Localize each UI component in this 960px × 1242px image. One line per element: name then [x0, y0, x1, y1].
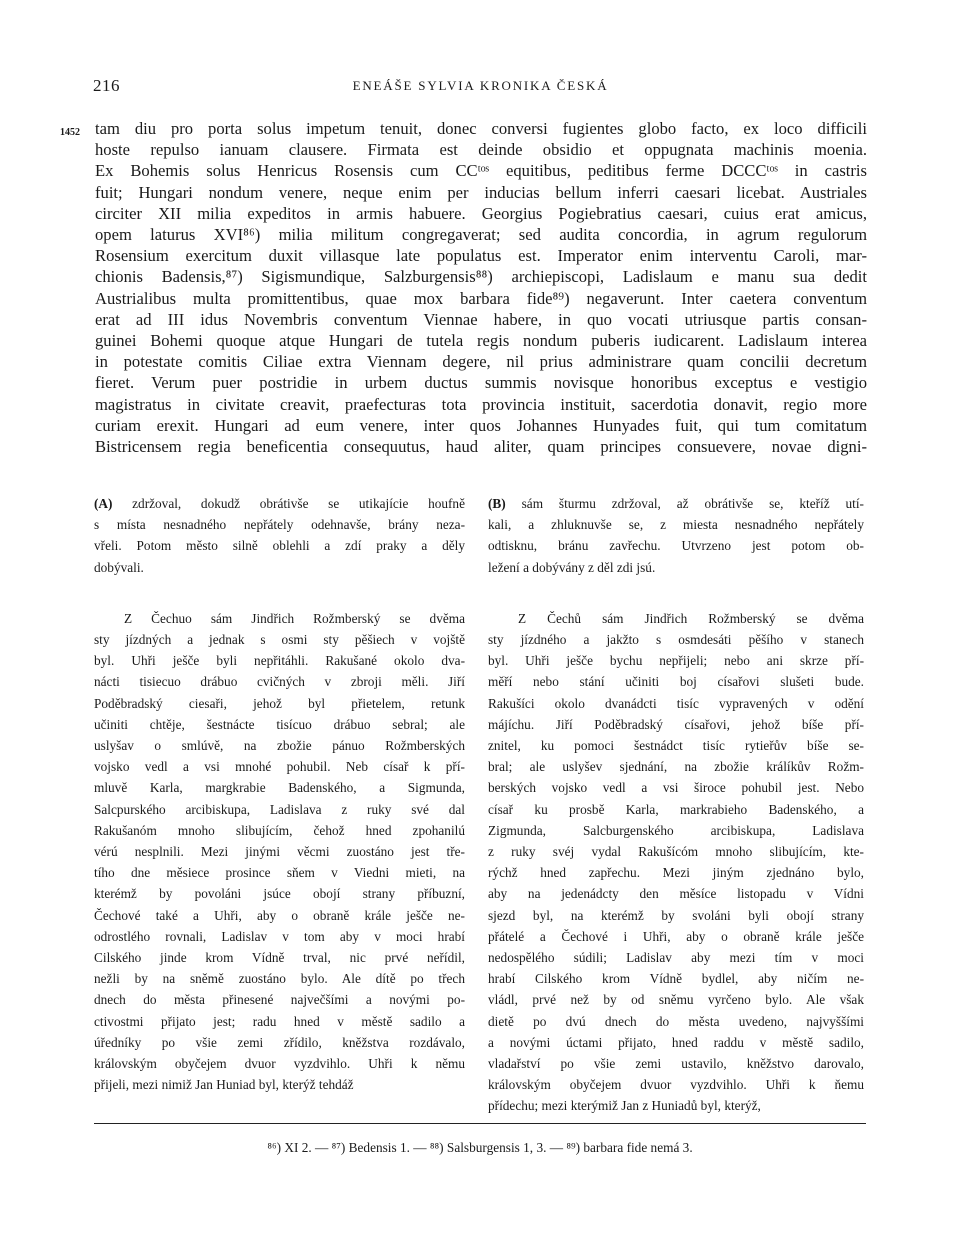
column-label: (A) — [94, 496, 133, 511]
text-line: tího dne měsiece prosince sňem v Viedni mieti, na — [94, 865, 465, 881]
text-line: byl. Uhři ješče bychu nepřijeli; nebo ani skrze pří- — [488, 653, 864, 669]
text-line: Z Čechuo sám Jindřich Rožmberský se dvěma — [124, 610, 465, 626]
text-line: s místa nesnadného nepřátely odehnavše, brány neza- — [94, 517, 465, 533]
text-line: tam diu pro porta solus impetum tenuit, donec conversi fugientes globo facto, ex loco difficili — [95, 119, 867, 138]
text-line: kterémž by povoláni jsúce obojí strany příbuzní, — [94, 886, 465, 902]
margin-year: 1452 — [60, 127, 80, 138]
text-line: Z Čechů sám Jindřich Rožmberský se dvěma — [518, 610, 864, 626]
text-line: z ruky svéj vydal Rakušícóm mnoho slibujícím, kte- — [488, 844, 864, 860]
text-line — [488, 493, 864, 514]
column-a — [94, 493, 465, 1095]
text-line: sjezd byl, na kterémž by svoláni byli obojí strany — [488, 907, 864, 923]
text-line: sty jízdného a jakžto s osmdesáti pěšího v stanech — [488, 632, 864, 648]
text-line: znitel, ku pomoci šestnádct tisíc rytieřův bíše se- — [488, 738, 864, 754]
text-line: Čechové také a Uhři, aby o obraně krále ješče ne- — [94, 907, 465, 923]
text-line: májíchu. Jiří Poděbradský císařovi, jehož bíše pří- — [488, 716, 864, 732]
column-label: (B) — [488, 496, 522, 511]
text-line: byl. Uhři ješče byli nepřitáhli. Rakušané okolo dva- — [94, 653, 465, 669]
text-line: Cilského jinde krom Vídně trval, nic prvé neřídil, — [94, 950, 465, 966]
text-line: ctivostmi přijato jest; radu hned v městě sadilo a — [94, 1013, 465, 1029]
text-line: odrostlého rovnali, Ladislav v tom aby v moci hrabí — [94, 928, 465, 944]
text-line: vřeli. Potom město silně oblehli a zdí praky a děly — [94, 538, 465, 554]
page-header — [93, 76, 868, 100]
text-line: hoste repulso ianuam clausere. Firmata est deinde obsidio et oppugnata machinis moenia. — [95, 140, 867, 160]
text-line: ležení a dobývány z děl zdi jsú. — [488, 559, 656, 575]
text-line: přátelé a Čechové i Uhři, aby o obraně krále ješče — [488, 928, 864, 944]
text-line: hrabí Cilského krom Vídně bydlel, aby ničím ne- — [488, 971, 864, 987]
text-line: curiam erexit. Hungari ad eum venere, inter quos Johannes Hunyades fuit, qui tum comitatum — [95, 415, 867, 435]
text-line: nedospělého súdili; Ladislav aby mezi tím v moci — [488, 950, 864, 966]
text-line: Bistricensem regia beneficentia consequutus, haud aliter, quam principes consuevere, novae digni- — [95, 437, 867, 457]
text-line: dobývali. — [94, 559, 144, 575]
text-line: guinei Bohemi quoque atque Hungari de tutela regis nondum puberis iudicarent. Ladislaum interea — [95, 331, 867, 351]
text-line: aby na jedenádcty den měsíce listopadu v Vídni — [488, 886, 864, 902]
line-text: zdržoval, dokudž obrátivše se utikajície houfně — [132, 496, 465, 511]
text-line: Zigmunda, Salcburgenského arcibiskupa, Ladislava — [488, 822, 864, 838]
text-line: chionis Badensis,⁸⁷) Sigismundique, Salzburgensis⁸⁸) archiepiscopi, Ladislaum e manu sua dedit — [95, 267, 867, 287]
text-line: mluvě Karla, margkrabie Badenského, a Sigmunda, — [94, 780, 465, 796]
text-line: přijeli, mezi nimiž Jan Huniad byl, kterýž tehdáž — [94, 1077, 354, 1093]
footnote-rule — [94, 1123, 866, 1124]
text-line: Salcpurského arcibiskupa, Ladislava z ruky své dal — [94, 801, 465, 817]
text-line: císař ku prosbě Karla, markrabieho Badenského, a — [488, 801, 864, 817]
text-line: bral; ale uslyšev sjednání, na zbožie králíkův Rožm- — [488, 759, 864, 775]
text-line: dnech do města přinesené največšími a novými po- — [94, 992, 465, 1008]
text-line: sty jízdných a jednak s osmi sty pěšiech v vojště — [94, 632, 465, 648]
text-line: vladařství po všie zemi ustavilo, kněžstvo darovalo, — [488, 1056, 864, 1072]
text-line: královským obyčejem dvuor vyzdvihlo. Uhři k němu — [94, 1056, 465, 1072]
text-line: a novými úctami přijato, hned raddu v městě sadilo, — [488, 1034, 864, 1050]
text-line: dietě po dvú dnech do města uvedeno, najvyššími — [488, 1013, 864, 1029]
latin-text-block — [95, 118, 867, 457]
text-line: královským obyčejem dvuor vyzdvihlo. Uhři k ňemu — [488, 1077, 864, 1093]
column-b — [488, 493, 864, 1117]
line-text: sám šturmu zdržoval, až obrátivše se, kteříž utí- — [521, 496, 864, 511]
page-number: 216 — [93, 76, 120, 95]
text-line: vládl, prvé než by od sněmu vyrčeno bylo. Ale však — [488, 992, 864, 1008]
text-line: nežli by na sněmě zuostáno bylo. Ale dítě po třech — [94, 971, 465, 987]
text-line: Rosensium exercitum duxit villasque late populatus est. Imperator enim interventu Caroli, mar- — [95, 246, 867, 266]
text-line: odtisknu, bránu zavřechu. Utvrzeno jest potom ob- — [488, 538, 864, 554]
text-line: vérú nesplnili. Mezi jinými věcmi zuostáno jest tře- — [94, 844, 465, 860]
text-line: berských vojsko vedl a vsi široce pohubil jest. Nebo — [488, 780, 864, 796]
text-line: Austrialibus multa promittentibus, quae mox barbara fide⁸⁹) negaverunt. Inter caetera conventum — [95, 288, 867, 308]
text-line: circiter XII milia expeditos in armis habuere. Georgius Pogiebratius caesari, cuius erat amicus, — [95, 203, 867, 223]
text-line: Poděbradský ciesaři, jehož byl přietelem, retunk — [94, 695, 465, 711]
text-line: úředníky po všie zemi zřídilo, kněžstva rozdávalo, — [94, 1034, 465, 1050]
text-line: nácti tisiecuo drábuo cvičných v zbroji měli. Jiří — [94, 674, 465, 690]
text-line: učiniti chtěje, šestnácte tisícuo drábuo sebral; ale — [94, 716, 465, 732]
text-line: měří nebo stání učiniti boj císařovi slušeti bude. — [488, 674, 864, 690]
text-line: Ex Bohemis solus Henricus Rosensis cum CCᵗᵒˢ equitibus, peditibus ferme DCCCᵗᵒˢ in castris — [95, 161, 867, 181]
text-line: opem laturus XVI⁸⁶) milia militum congregaverat; sed audita concordia, in agrum regulorum — [95, 225, 867, 245]
text-line: erat ad III idus Novembris conventum Viennae habere, in quo vocati utriusque partis consan- — [95, 309, 867, 329]
text-line: fieret. Verum puer postridie in urbem ductus summis novisque honoribus exceptus e vestigio — [95, 373, 867, 393]
footnotes: ⁸⁶) XI 2. — ⁸⁷) Bedensis 1. — ⁸⁸) Salsburgensis 1, 3. — ⁸⁹) barbara fide nemá 3. — [267, 1140, 693, 1155]
text-line: Rakušanóm mnoho slibujícím, čehož hned zpohanilú — [94, 822, 465, 838]
text-line: Rakušíci okolo dvanádcti tisíc vypravených v odění — [488, 695, 864, 711]
text-line: rýchž hned zapřechu. Mezi jiným zjednáno bylo, — [488, 865, 864, 881]
running-title: ENEÁŠE SYLVIA KRONIKA ČESKÁ — [352, 78, 609, 93]
text-line: kali, a zhluknuvše se, z miesta nesnadného nepřátely — [488, 517, 864, 533]
text-line: magistratus in civitate creavit, praefecturas tota provincia instituit, sacerdotia donavit, regio more — [95, 394, 867, 414]
text-line — [94, 493, 465, 514]
text-line: fuit; Hungari nondum venere, neque enim per inducias bellum inferri caesari licebat. Austriales — [95, 182, 867, 202]
text-line: uslyšav o smlúvě, na zbožie pánuo Rožmberských — [94, 738, 465, 754]
text-line: in potestate comitis Ciliae extra Viennam degere, nil prius administrare quam concilii decretum — [95, 352, 867, 372]
text-line: vojsko vedl a vsi mnohé pohubil. Neb císař k pří- — [94, 759, 465, 775]
text-line: přídechu; mezi kterýmiž Jan z Huniadů byl, kterýž, — [488, 1098, 761, 1114]
